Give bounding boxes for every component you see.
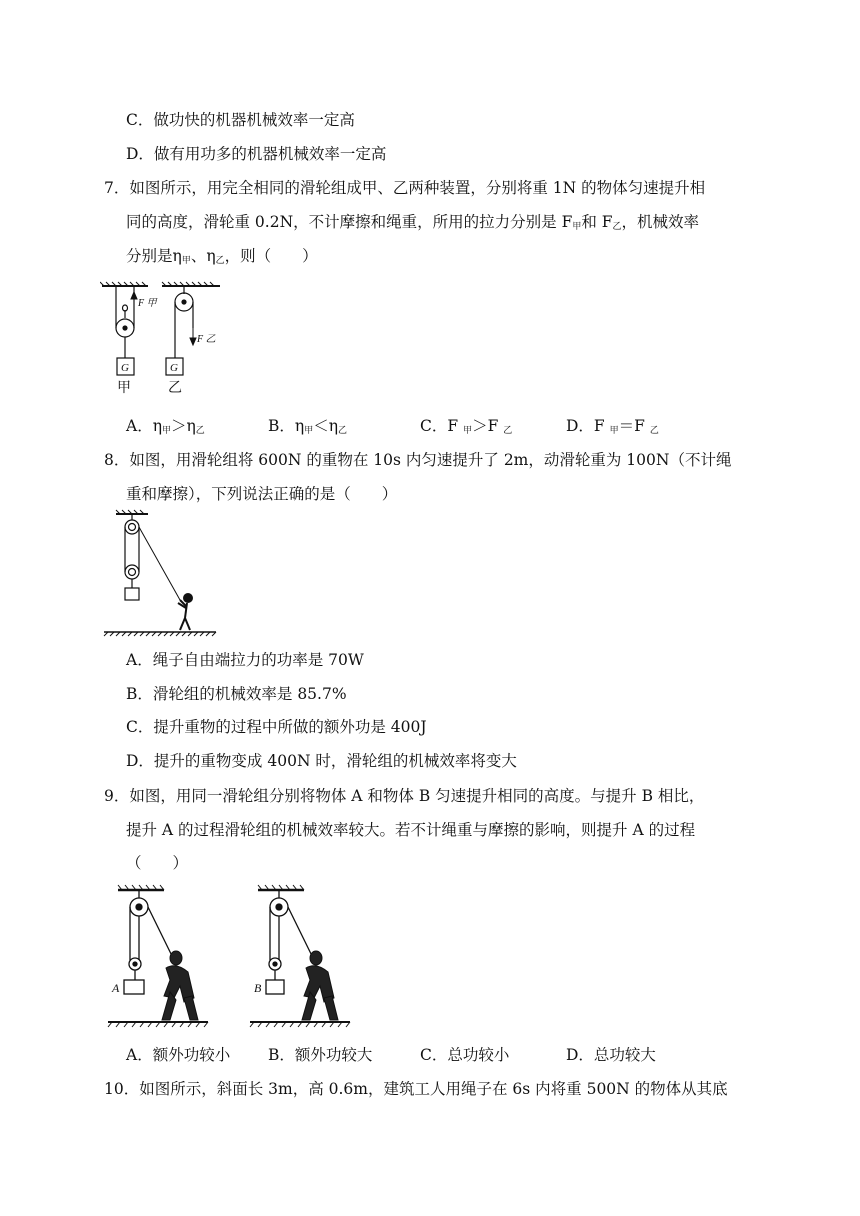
q9-worker-icon-b [302, 951, 338, 1020]
q7-stem-text: 分别是η [126, 247, 182, 265]
q8-ceiling [116, 510, 148, 514]
q7-stem-line3 [126, 246, 318, 271]
q8-pulley-figure [102, 508, 218, 638]
q9-ceiling-b [258, 885, 304, 890]
q8-ground [104, 632, 216, 636]
q7-option-c [420, 416, 512, 441]
q9-stem-line3: （ ） [126, 854, 189, 872]
q9-worker-icon-a [162, 951, 198, 1020]
q8-option-b: B．滑轮组的机械效率是 85.7% [126, 685, 347, 703]
q7-stem-text: ，则（ ） [224, 247, 318, 265]
q7-ceiling-jia [100, 282, 148, 286]
q7-arrow-jia [131, 292, 137, 314]
q7-stem-text: 同的高度，滑轮重 0.2N，不计摩擦和绳重，所用的拉力分别是 F [126, 213, 573, 231]
q7-option-d-text: ＝F [618, 417, 645, 435]
q7-option-c-text: C．F [420, 417, 459, 435]
q7-arrow-yi [190, 328, 196, 345]
q9-ground-a [108, 1022, 208, 1027]
q7-sub-yi: 乙 [612, 222, 622, 232]
q9-label-a: A [112, 981, 120, 995]
q7-sub-yi: 乙 [649, 426, 659, 436]
q9-figure-b [248, 880, 358, 1030]
q7-stem-text: 和 F [581, 213, 613, 231]
q8-fixed-pulley [125, 514, 139, 534]
q8-weight-box [125, 588, 139, 600]
q7-sub-jia: 甲 [304, 426, 314, 436]
q7-sub-jia: 甲 [181, 256, 191, 266]
q7-label-yi: 乙 [168, 380, 182, 396]
q7-label-jia: 甲 [117, 380, 131, 396]
q9-stem-line2: 提升 A 的过程滑轮组的机械效率较大。若不计绳重与摩擦的影响，则提升 A 的过程 [126, 821, 696, 839]
q7-sub-yi: 乙 [195, 426, 205, 436]
q7-sub-jia: 甲 [161, 426, 171, 436]
q7-option-c-text: ＞F [472, 417, 499, 435]
q7-sub-yi: 乙 [503, 426, 513, 436]
q7-pulley-yi [175, 286, 193, 358]
q9-label-b: B [254, 981, 262, 995]
q7-option-d [566, 416, 659, 441]
q7-stem-line1: 7．如图所示，用完全相同的滑轮组成甲、乙两种装置，分别将重 1N 的物体匀速提升相 [104, 179, 706, 197]
q7-stem-text: 、η [190, 247, 216, 265]
q7-ceiling-yi [162, 282, 220, 286]
q9-stem-line1: 9．如图，用同一滑轮组分别将物体 A 和物体 B 匀速提升相同的高度。与提升 B 相比， [104, 787, 705, 805]
q7-sub-yi: 乙 [338, 426, 348, 436]
q7-stem-text: ，机械效率 [621, 213, 700, 231]
q9-figure-a [104, 880, 214, 1030]
q7-stem-line2 [126, 212, 699, 237]
q7-sub-jia: 甲 [463, 426, 473, 436]
q7-option-a-text: A．η [126, 417, 162, 435]
q6-option-c: C．做功快的机器机械效率一定高 [126, 111, 355, 129]
q9-ground-b [250, 1022, 350, 1027]
q8-rope [139, 527, 180, 600]
q7-force-label-jia: F 甲 [138, 298, 157, 309]
q9-option-d: D．总功较大 [566, 1046, 656, 1064]
q9-weight-box-b [266, 980, 284, 994]
q8-option-c: C．提升重物的过程中所做的额外功是 400J [126, 718, 427, 736]
q8-stem-line1: 8．如图，用滑轮组将 600N 的重物在 10s 内匀速提升了 2m，动滑轮重为 100N（不计绳 [104, 451, 732, 469]
q7-weight-letter-jia: G [121, 362, 129, 374]
q9-weight-box-a [124, 980, 144, 994]
q9-option-a: A．额外功较小 [126, 1046, 231, 1064]
q9-option-c: C．总功较小 [420, 1046, 510, 1064]
q9-pulleys-b [269, 890, 314, 980]
q9-pulleys-a [129, 890, 174, 980]
q10-stem-line1: 10．如图所示，斜面长 3m，高 0.6m，建筑工人用绳子在 6s 内将重 500N 的物体从其底 [104, 1080, 728, 1098]
q7-option-a-text: ＞η [171, 417, 196, 435]
q8-stem-line2: 重和摩擦），下列说法正确的是（ ） [126, 485, 398, 503]
q7-option-a [126, 416, 205, 441]
q7-option-b-text: ＜η [313, 417, 338, 435]
q8-option-d: D．提升的重物变成 400N 时，滑轮组的机械效率将变大 [126, 752, 517, 770]
q7-option-b [268, 416, 347, 441]
q7-sub-jia: 甲 [609, 426, 619, 436]
q9-option-b: B．额外功较大 [268, 1046, 373, 1064]
q7-weight-letter-yi: G [170, 362, 178, 374]
q7-option-d-text: D．F [566, 417, 605, 435]
q6-option-d: D．做有用功多的机器机械效率一定高 [126, 145, 387, 163]
q7-force-label-yi: F 乙 [197, 334, 216, 345]
q7-sub-yi: 乙 [215, 256, 225, 266]
q7-pulley-figure [100, 280, 224, 398]
q7-sub-jia: 甲 [572, 222, 582, 232]
q7-pulley-jia [116, 286, 134, 358]
q9-ceiling-a [118, 885, 164, 890]
q7-option-b-text: B．η [268, 417, 305, 435]
q8-option-a: A．绳子自由端拉力的功率是 70W [126, 651, 364, 669]
q8-movable-pulley [125, 527, 139, 588]
